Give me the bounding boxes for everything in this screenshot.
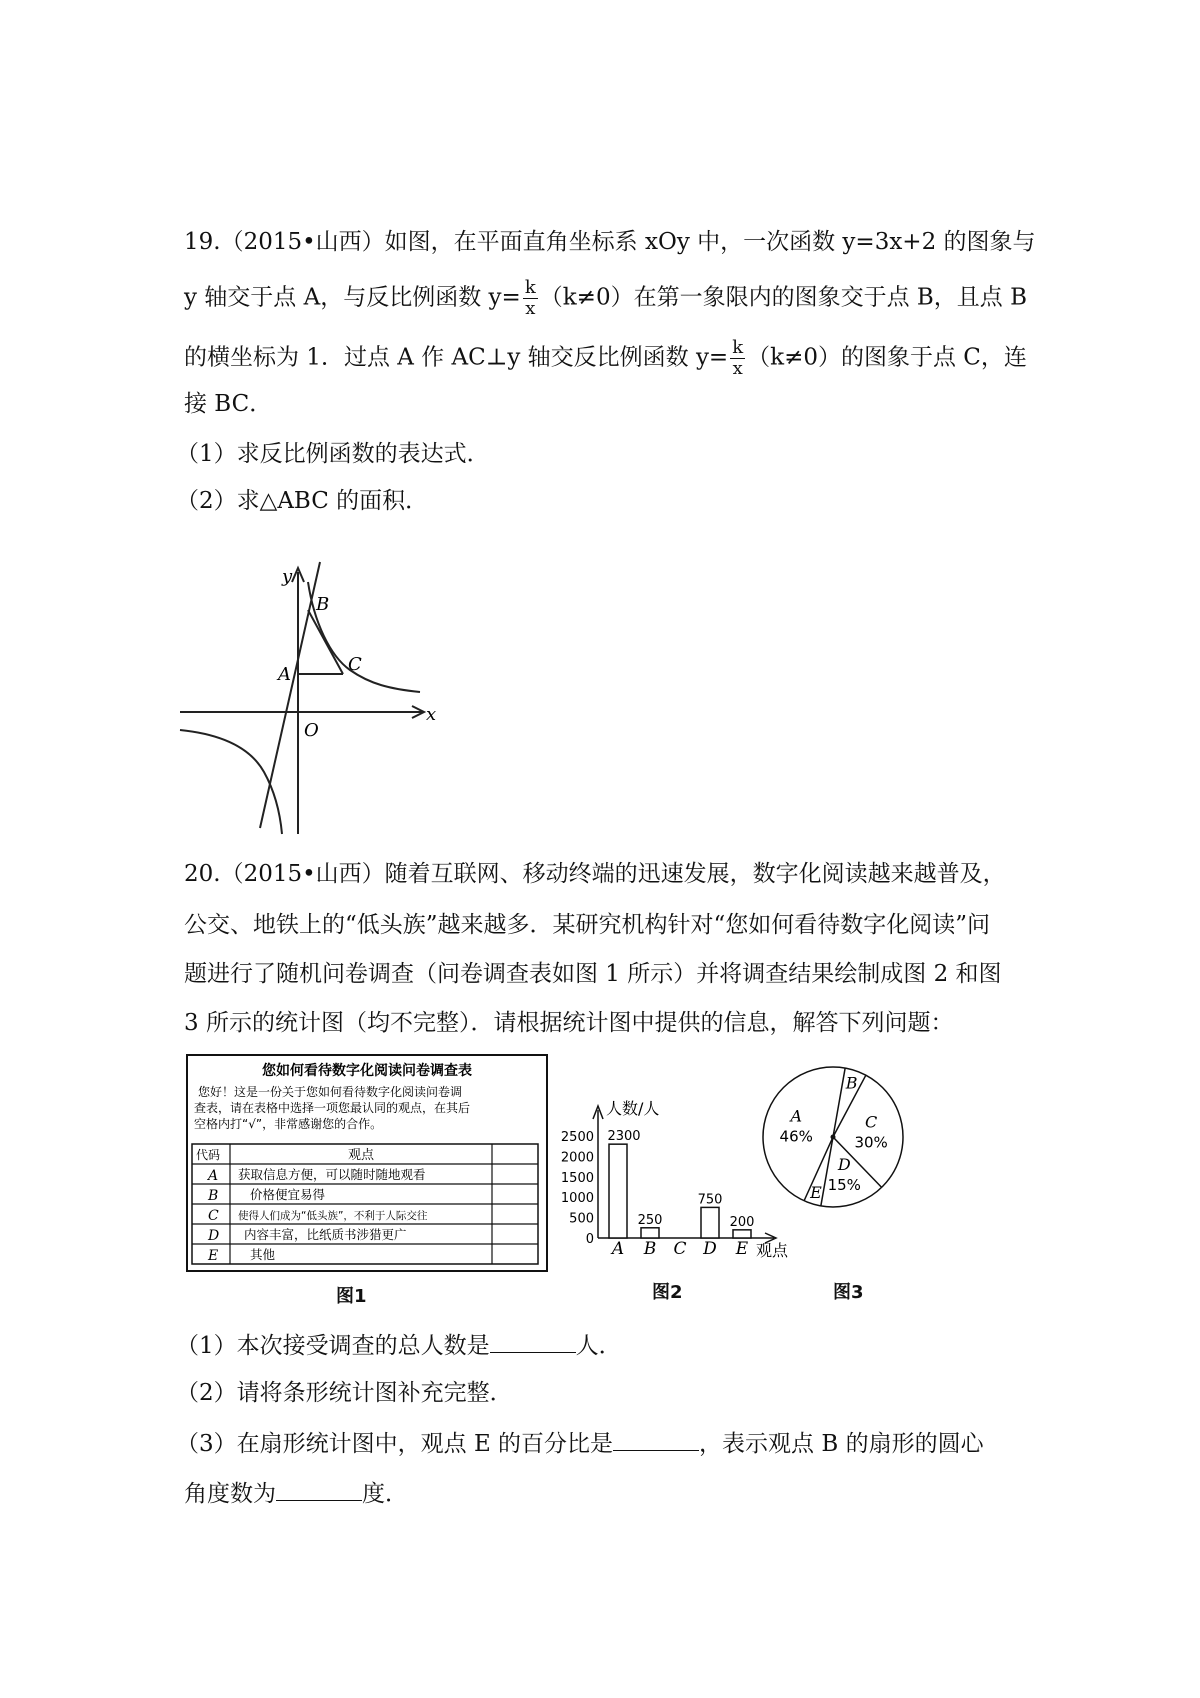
answer-blank-e-percent[interactable]	[613, 1428, 699, 1451]
bar-e	[733, 1230, 751, 1238]
fraction-k-over-x-2: $\frac{k}{x}$	[732, 337, 744, 379]
caption-figure3: 图3	[833, 1282, 864, 1303]
q19-line1: 19.（2015•山西）如图，在平面直角坐标系 xOy 中，一次函数 y=3x+2 的图象与	[184, 229, 1036, 255]
pie-label-e: E	[810, 1182, 822, 1202]
q20-line2: 公交、地铁上的“低头族”越来越多．某研究机构针对“您如何看待数字化阅读”问	[184, 912, 991, 938]
q19-function-graph	[180, 562, 440, 834]
q20-sub1	[176, 1330, 622, 1360]
bar-chart-xlabel: 观点	[756, 1241, 789, 1260]
caption-figure2: 图2	[652, 1282, 683, 1303]
answer-blank-total[interactable]	[490, 1330, 576, 1353]
survey-intro-2: 查表，请在表格中选择一项您最认同的观点，在其后	[194, 1101, 471, 1115]
q20-sub3-post: ，表示观点 B 的扇形的圆心	[699, 1431, 984, 1457]
survey-row-c-view: 使得人们成为“低头族”，不利于人际交往	[238, 1210, 428, 1222]
q20-sub3-line2	[184, 1478, 408, 1508]
bar-y-tick-label: 1500	[560, 1170, 594, 1186]
bar-b	[641, 1228, 659, 1238]
label-y-axis: y	[282, 566, 293, 587]
survey-row-b-code: B	[208, 1188, 219, 1204]
bar-y-tick-label: 1000	[560, 1191, 594, 1207]
bar-a	[609, 1144, 627, 1238]
q20-sub1-post: 人．	[575, 1333, 622, 1359]
bar-category-label: B	[643, 1239, 657, 1259]
bar-y-tick-label: 2500	[560, 1130, 594, 1145]
pie-center	[831, 1135, 836, 1140]
pie-label-a: A	[790, 1106, 803, 1126]
bar-category-label: C	[673, 1239, 687, 1259]
label-point-b: B	[316, 594, 330, 615]
survey-row-e-view: 其他	[250, 1247, 276, 1262]
bar-data-label: 250	[637, 1212, 663, 1228]
answer-blank-b-angle[interactable]	[276, 1478, 362, 1501]
bar-d	[701, 1207, 719, 1238]
q20-line4: 3 所示的统计图（均不完整）．请根据统计图中提供的信息，解答下列问题：	[184, 1010, 954, 1036]
q20-sub1-pre: （1）本次接受调查的总人数是	[176, 1333, 490, 1359]
bar-y-tick-label: 0	[585, 1232, 594, 1247]
q20-sub3-pre: （3）在扇形统计图中，观点 E 的百分比是	[176, 1431, 614, 1457]
bar-data-label: 200	[729, 1214, 755, 1230]
label-point-a: A	[278, 664, 291, 685]
bar-chart-ylabel: 人数/人	[606, 1099, 660, 1118]
label-x-axis: x	[426, 704, 437, 725]
survey-row-d-view: 内容丰富，比纸质书涉猎更广	[244, 1227, 407, 1242]
survey-col-view: 观点	[347, 1148, 375, 1163]
pie-percent-a: 46%	[779, 1127, 813, 1146]
survey-row-b-view: 价格便宜易得	[250, 1187, 326, 1202]
q20-sub2: （2）请将条形统计图补充完整．	[176, 1380, 513, 1406]
figure3-pie-chart	[758, 1062, 908, 1212]
survey-col-code: 代码	[196, 1148, 221, 1162]
pie-percent-c: 30%	[854, 1133, 888, 1152]
bar-data-label: 750	[697, 1192, 723, 1208]
q19-sub1: （1）求反比例函数的表达式．	[176, 441, 490, 467]
q20-line1: 20.（2015•山西）随着互联网、移动终端的迅速发展，数字化阅读越来越普及，	[184, 861, 1006, 887]
q19-line2	[184, 278, 1027, 319]
survey-row-d-code: D	[208, 1228, 220, 1244]
pie-label-b: B	[845, 1073, 858, 1093]
pie-percent-d: 15%	[827, 1175, 861, 1194]
survey-row-e-code: E	[208, 1248, 219, 1264]
q20-sub3-line2-pre: 角度数为	[184, 1481, 276, 1507]
q19-line3-post: （k≠0）的图象于点 C，连	[747, 344, 1027, 371]
q19-line2-post: （k≠0）在第一象限内的图象交于点 B，且点 B	[539, 284, 1028, 311]
q19-line3	[184, 338, 1027, 379]
pie-label-c: C	[865, 1112, 878, 1132]
label-point-c: C	[348, 654, 362, 675]
pie-label-d: D	[837, 1154, 851, 1174]
bar-y-tick-label: 2000	[560, 1150, 594, 1166]
q20-sub3	[176, 1428, 984, 1458]
q20-sub3-line2-post: 度．	[362, 1481, 408, 1507]
bar-y-tick-label: 500	[569, 1211, 594, 1227]
bar-category-label: E	[735, 1239, 749, 1259]
fraction-k-over-x: $\frac{k}{x}$	[524, 277, 536, 319]
q19-sub2: （2）求△ABC 的面积．	[176, 488, 429, 514]
survey-row-c-code: C	[208, 1208, 219, 1224]
bar-data-label: 2300	[607, 1129, 641, 1145]
q19-line2-pre: y 轴交于点 A，与反比例函数 y=	[184, 284, 521, 311]
q19-line3-pre: 的横坐标为 1．过点 A 作 AC⊥y 轴交反比例函数 y=	[184, 344, 729, 371]
caption-figure1: 图1	[336, 1286, 367, 1307]
bar-category-label: D	[703, 1239, 717, 1259]
survey-intro-3: 空格内打“√”，非常感谢您的合作。	[194, 1117, 383, 1131]
survey-intro-1: 您好！这是一份关于您如何看待数字化阅读问卷调	[198, 1085, 463, 1099]
bar-category-label: A	[611, 1239, 625, 1259]
label-origin: O	[304, 720, 319, 741]
survey-row-a-view: 获取信息方便，可以随时随地观看	[238, 1167, 426, 1182]
survey-row-a-code: A	[208, 1168, 219, 1184]
q20-line3: 题进行了随机问卷调查（问卷调查表如图 1 所示）并将调查结果绘制成图 2 和图	[184, 961, 1002, 987]
q19-line4: 接 BC．	[184, 391, 273, 417]
survey-title: 您如何看待数字化阅读问卷调查表	[262, 1063, 472, 1079]
figure1-survey-table	[186, 1054, 548, 1272]
